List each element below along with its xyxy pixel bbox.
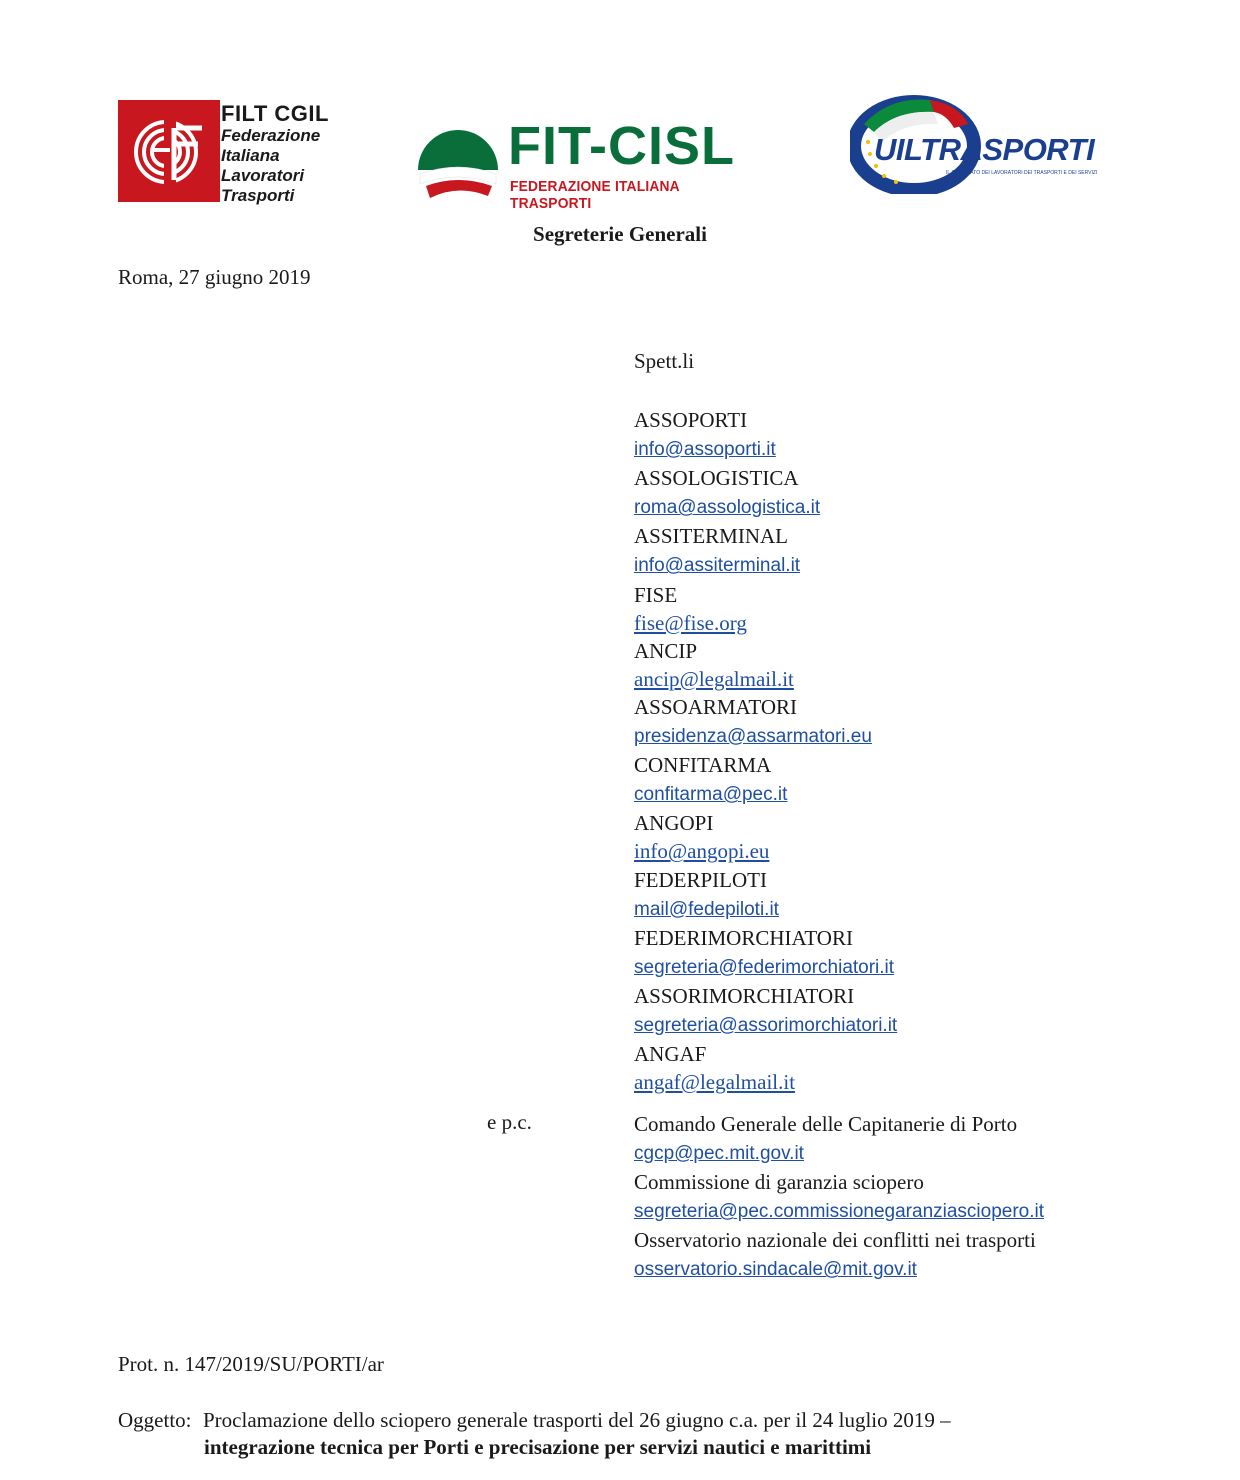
recipient-org: FEDERIMORCHIATORI — [634, 925, 853, 950]
recipient-email-link[interactable]: confitarma@pec.it — [634, 784, 788, 806]
recipient-org: ANCIP — [634, 638, 698, 663]
recipient-email-link[interactable]: fise@fise.org — [634, 610, 747, 635]
filt-cgil-emblem — [118, 100, 220, 202]
filt-line-3: Lavoratori — [221, 166, 305, 185]
protocol-number: Prot. n. 147/2019/SU/PORTI/ar — [118, 1352, 384, 1376]
recipient-email-link[interactable]: ancip@legalmail.it — [634, 666, 794, 691]
fit-cisl-logo — [416, 116, 748, 212]
filt-line-4: Trasporti — [221, 186, 295, 205]
uiltrasporti-tagline: IL SINDACATO DEI LAVORATORI DEI TRASPORTI E DEI SERVIZI — [946, 170, 1098, 176]
cc-email-link[interactable]: osservatorio.sindacale@mit.gov.it — [634, 1259, 917, 1281]
recipient-email-link[interactable]: info@angopi.eu — [634, 839, 770, 864]
recipient-email-link[interactable]: mail@fedepiloti.it — [634, 898, 779, 920]
recipient-list — [634, 406, 897, 1096]
salutation: Spett.li — [634, 349, 695, 373]
cc-label: e p.c. — [487, 1110, 532, 1134]
recipient-email-link[interactable]: segreteria@assorimorchiatori.it — [634, 1014, 898, 1036]
recipient-org: ASSOARMATORI — [634, 694, 797, 719]
recipient-org: ASSOPORTI — [634, 408, 748, 432]
recipient-email-link[interactable]: roma@assologistica.it — [634, 497, 821, 519]
page-title: Segreterie Generali — [533, 222, 707, 246]
subject-label: Oggetto: — [118, 1408, 192, 1432]
fit-cisl-emblem-icon — [416, 120, 500, 200]
recipient-org: ANGOPI — [634, 811, 714, 836]
recipient-org: ASSOLOGISTICA — [634, 466, 799, 491]
dateline: Roma, 27 giugno 2019 — [118, 265, 311, 289]
uiltrasporti-name: UILTRASPORTI — [874, 132, 1095, 167]
cc-org: Osservatorio nazionale dei conflitti nei trasporti — [634, 1228, 1036, 1253]
fit-cisl-name: FIT-CISL — [508, 116, 735, 176]
cc-list — [634, 1110, 1044, 1285]
cc-org: Commissione di garanzia sciopero — [634, 1170, 924, 1195]
recipient-email-link[interactable]: info@assiterminal.it — [634, 555, 801, 577]
cc-org: Comando Generale delle Capitanerie di Porto — [634, 1112, 1018, 1136]
filt-cgil-title: FILT CGIL — [221, 101, 329, 126]
recipient-org: ASSORIMORCHIATORI — [634, 983, 855, 1008]
subject-line-2: integrazione tecnica per Porti e precisazione per servizi nautici e marittimi — [204, 1435, 872, 1459]
filt-line-2: Italiana — [221, 146, 280, 165]
recipient-email-link[interactable]: info@assoporti.it — [634, 439, 776, 461]
subject-line-1: Proclamazione dello sciopero generale trasporti del 26 giugno c.a. per il 24 luglio 2019 – — [203, 1408, 951, 1432]
cc-email-link[interactable]: segreteria@pec.commissionegaranziasciopero.it — [634, 1201, 1045, 1223]
filt-cgil-swirl-icon — [118, 100, 220, 202]
cc-email-link[interactable]: cgcp@pec.mit.gov.it — [634, 1143, 804, 1165]
recipient-email-link[interactable]: angaf@legalmail.it — [634, 1070, 796, 1095]
recipient-org: ANGAF — [634, 1042, 707, 1067]
recipient-email-link[interactable]: segreteria@federimorchiatori.it — [634, 956, 895, 978]
fit-cisl-subtitle: FEDERAZIONE ITALIANA TRASPORTI — [510, 178, 680, 212]
recipient-email-link[interactable]: presidenza@assarmatori.eu — [634, 726, 872, 748]
uiltrasporti-logo — [850, 84, 1114, 194]
recipient-org: ASSITERMINAL — [634, 524, 789, 549]
recipient-org: FEDERPILOTI — [634, 867, 767, 892]
filt-cgil-wordmark — [221, 102, 331, 206]
filt-cgil-logo — [118, 100, 329, 205]
filt-line-1: Federazione — [221, 126, 321, 145]
recipient-org: CONFITARMA — [634, 753, 772, 778]
recipient-org: FISE — [634, 582, 678, 607]
